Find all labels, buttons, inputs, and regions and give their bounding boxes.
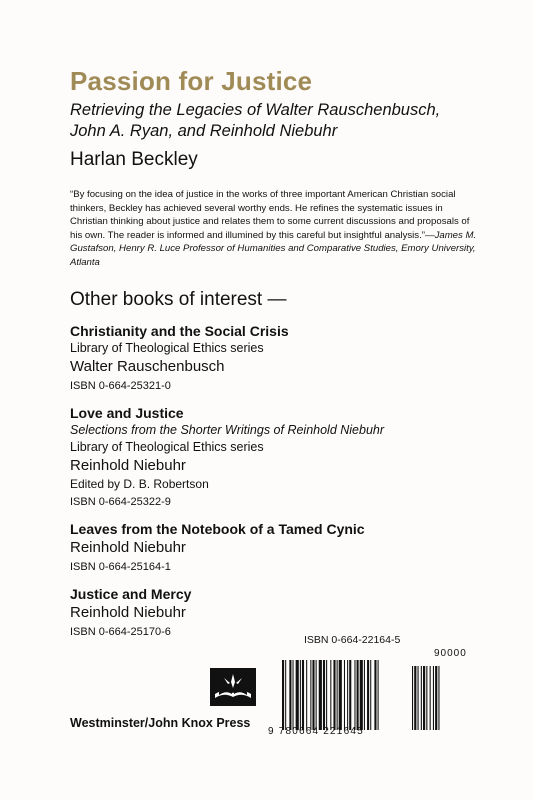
barcode-bar bbox=[333, 660, 335, 730]
other-book-item bbox=[70, 404, 490, 510]
barcode-bar bbox=[349, 660, 351, 730]
barcode-bar bbox=[364, 660, 365, 730]
other-book-author: Reinhold Niebuhr bbox=[70, 538, 186, 556]
other-book-title: Christianity and the Social Crisis bbox=[70, 322, 289, 339]
barcode-bar bbox=[378, 660, 379, 730]
barcode-bar bbox=[354, 660, 355, 730]
book-author: Harlan Beckley bbox=[70, 149, 198, 170]
barcode-addon-bar bbox=[414, 666, 416, 730]
other-book-item bbox=[70, 585, 490, 640]
barcode-bar bbox=[330, 660, 331, 730]
book-subtitle bbox=[70, 100, 490, 142]
barcode-block bbox=[268, 634, 467, 744]
barcode-addon-bar bbox=[430, 666, 431, 730]
publisher-name: Westminster/John Knox Press bbox=[70, 716, 251, 730]
other-book-series: Library of Theological Ethics series bbox=[70, 340, 264, 355]
barcode-bar bbox=[285, 660, 286, 730]
barcode-bar bbox=[296, 660, 299, 730]
other-book-author: Reinhold Niebuhr bbox=[70, 603, 186, 621]
barcode-bar bbox=[310, 660, 311, 730]
barcode-bar bbox=[319, 660, 322, 730]
publisher-logo bbox=[210, 668, 256, 706]
barcode-bar bbox=[357, 660, 359, 730]
other-book-isbn: ISBN 0-664-25322-9 bbox=[70, 495, 171, 508]
barcode-bar bbox=[300, 660, 301, 730]
book-title: Passion for Justice bbox=[70, 66, 313, 96]
barcode-bar bbox=[323, 660, 325, 730]
other-book-item bbox=[70, 322, 490, 394]
barcode-addon-bar bbox=[433, 666, 434, 730]
barcode-addon-bar bbox=[412, 666, 413, 730]
ean-digits: 9 780664 221645 bbox=[268, 726, 364, 737]
endorsement-quote bbox=[70, 188, 480, 270]
barcode-addon-bar bbox=[418, 666, 419, 730]
quote-attribution: James M. Gustafson, Henry R. Luce Professor of Humanities and Comparative Studies, Emory University, Atlanta bbox=[70, 229, 477, 268]
barcode-bar bbox=[337, 660, 338, 730]
subtitle-line-2: John A. Ryan, and Reinhold Niebuhr bbox=[70, 122, 338, 140]
barcode-bar bbox=[316, 660, 317, 730]
barcode-bar bbox=[374, 660, 376, 730]
barcode-bar bbox=[339, 660, 342, 730]
barcode-bar bbox=[302, 660, 304, 730]
barcode-addon-bar bbox=[435, 666, 437, 730]
barcode-bar bbox=[367, 660, 369, 730]
open-book-icon bbox=[210, 668, 256, 706]
barcode-bar bbox=[360, 660, 363, 730]
barcode-bar bbox=[326, 660, 327, 730]
barcode-bar bbox=[347, 660, 348, 730]
other-book-editor: Edited by D. B. Robertson bbox=[70, 476, 209, 491]
barcode-bar bbox=[293, 660, 294, 730]
subtitle-line-1: Retrieving the Legacies of Walter Rauschenbusch, bbox=[70, 101, 441, 119]
barcode-bar bbox=[306, 660, 307, 730]
other-book-author: Reinhold Niebuhr bbox=[70, 456, 186, 474]
other-book-subtitle: Selections from the Shorter Writings of Reinhold Niebuhr bbox=[70, 422, 385, 437]
other-book-isbn: ISBN 0-664-25164-1 bbox=[70, 560, 171, 573]
other-book-isbn: ISBN 0-664-25170-6 bbox=[70, 625, 171, 638]
other-book-title: Justice and Mercy bbox=[70, 585, 192, 602]
barcode-addon-bar bbox=[438, 666, 439, 730]
other-book-title: Love and Justice bbox=[70, 404, 184, 421]
barcode-bar bbox=[312, 660, 314, 730]
other-book-title: Leaves from the Notebook of a Tamed Cynic bbox=[70, 520, 365, 537]
barcode-addon-bar bbox=[423, 666, 425, 730]
barcode-bar bbox=[370, 660, 371, 730]
price-code: 90000 bbox=[434, 648, 467, 659]
other-book-author: Walter Rauschenbusch bbox=[70, 357, 225, 375]
other-book-series: Library of Theological Ethics series bbox=[70, 439, 264, 454]
barcode-bar bbox=[289, 660, 291, 730]
other-books-heading: Other books of interest — bbox=[70, 288, 287, 310]
ean-barcode bbox=[282, 660, 448, 730]
barcode-isbn: ISBN 0-664-22164-5 bbox=[304, 634, 401, 646]
other-book-isbn: ISBN 0-664-25321-0 bbox=[70, 379, 171, 392]
quote-text: “By focusing on the idea of justice in the works of three important American Christian social thinkers, Beckley has achieved several worthy ends. He refines the systematic issues in Christian thinking about justice and relates them to some current discussions and proposals of his own. The reader is informed and illumined by this careful but insightful analysis.”— bbox=[70, 189, 470, 241]
barcode-bar bbox=[344, 660, 345, 730]
other-book-item bbox=[70, 520, 490, 575]
cover-text bbox=[70, 66, 490, 640]
barcode-bar bbox=[282, 660, 284, 730]
barcode-addon-bar bbox=[426, 666, 427, 730]
barcode-addon-bar bbox=[421, 666, 422, 730]
